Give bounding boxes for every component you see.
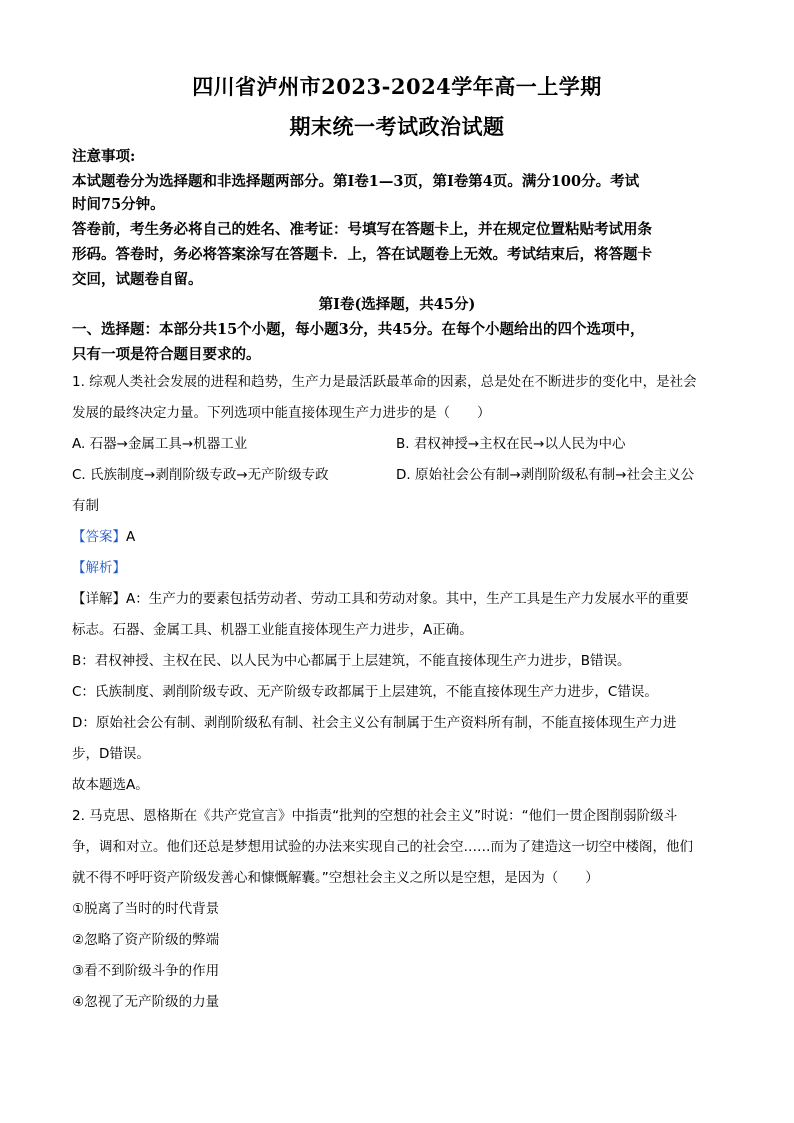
- q1-stem: 1. 综观人类社会发展的进程和趋势，生产力是最活跃最革命的因素，总是处在不断进步的变化中，是社会: [72, 374, 697, 390]
- analysis-tag: 【解析】: [72, 560, 126, 576]
- q1-option-c: C. 氏族制度→剥削阶级专政→无产阶级专政: [72, 467, 329, 483]
- exam-title-line-2: 期末统一考试政治试题: [289, 114, 505, 139]
- q2-item: ③看不到阶级斗争的作用: [72, 963, 220, 979]
- notice-line: 形码。答卷时，务必将答案涂写在答题卡．上，答在试题卷上无效。考试结束后，将答题卡: [72, 246, 652, 263]
- answer-tag: 【答案】: [72, 529, 126, 545]
- q2-stem: 就不得不呼吁资产阶级发善心和慷慨解囊。”空想社会主义之所以是空想，是因为（ ）: [72, 870, 599, 886]
- q1-option-d: D. 原始社会公有制→剥削阶级私有制→社会主义公: [396, 467, 695, 483]
- exam-title-line-1: 四川省泸州市2023-2024学年高一上学期: [192, 74, 602, 99]
- detail-tag: 【详解】: [72, 591, 126, 607]
- q1-option-a: A. 石器→金属工具→机器工业: [72, 436, 248, 452]
- q2-stem: 争，调和对立。他们还总是梦想用试验的办法来实现自己的社会空……而为了建造这一切空中楼阁，他们: [72, 839, 693, 855]
- q2-item: ④忽视了无产阶级的力量: [72, 994, 220, 1010]
- q1-stem: 发展的最终决定力量。下列选项中能直接体现生产力进步的是（ ）: [72, 405, 491, 421]
- section-instruction: 一、选择题：本部分共15个小题，每小题3分，共45分。在每个小题给出的四个选项中，: [72, 321, 645, 338]
- q1-option-d-continued: 有制: [72, 498, 99, 514]
- q1-conclusion: 故本题选A。: [72, 777, 149, 793]
- notice-line: 答卷前，考生务必将自己的姓名、准考证：号填写在答题卡上，并在规定位置粘贴考试用条: [72, 221, 652, 238]
- q1-detail-line: B：君权神授、主权在民、以人民为中心都属于上层建筑，不能直接体现生产力进步，B错误。: [72, 653, 631, 669]
- q1-detail-line: 标志。石器、金属工具、机器工业能直接体现生产力进步，A正确。: [72, 622, 473, 638]
- q1-detail-line: 步，D错误。: [72, 746, 150, 762]
- q1-analysis: [72, 558, 126, 578]
- q2-item: ①脱离了当时的时代背景: [72, 901, 220, 917]
- notice-heading: 注意事项:: [72, 148, 136, 165]
- q1-option-b: B. 君权神授→主权在民→以人民为中心: [396, 436, 626, 452]
- q1-detail-line: D：原始社会公有制、剥削阶级私有制、社会主义公有制属于生产资料所有制，不能直接体现生产力进: [72, 715, 677, 731]
- notice-line: 交回，试题卷自留。: [72, 271, 203, 288]
- q2-item: ②忽略了资产阶级的弊端: [72, 932, 220, 948]
- q1-answer: [72, 527, 135, 547]
- section-title: 第Ⅰ卷(选择题，共45分): [318, 296, 476, 313]
- answer-value: A: [126, 529, 136, 545]
- q1-detail-line: C：氏族制度、剥削阶级专政、无产阶级专政都属于上层建筑，不能直接体现生产力进步，C错误。: [72, 684, 658, 700]
- notice-line: 本试题卷分为选择题和非选择题两部分。第Ⅰ卷1—3页，第Ⅰ卷第4页。满分100分。考试: [72, 173, 640, 190]
- notice-line: 时间75分钟。: [72, 196, 165, 213]
- q1-detail-line: [72, 589, 689, 609]
- section-instruction: 只有一项是符合题目要求的。: [72, 346, 261, 363]
- detail-text: A：生产力的要素包括劳动者、劳动工具和劳动对象。其中，生产工具是生产力发展水平的重要: [126, 591, 689, 607]
- q2-stem: 2. 马克思、恩格斯在《共产党宣言》中指责“批判的空想的社会主义”时说：“他们一贯企图削弱阶级斗: [72, 808, 678, 824]
